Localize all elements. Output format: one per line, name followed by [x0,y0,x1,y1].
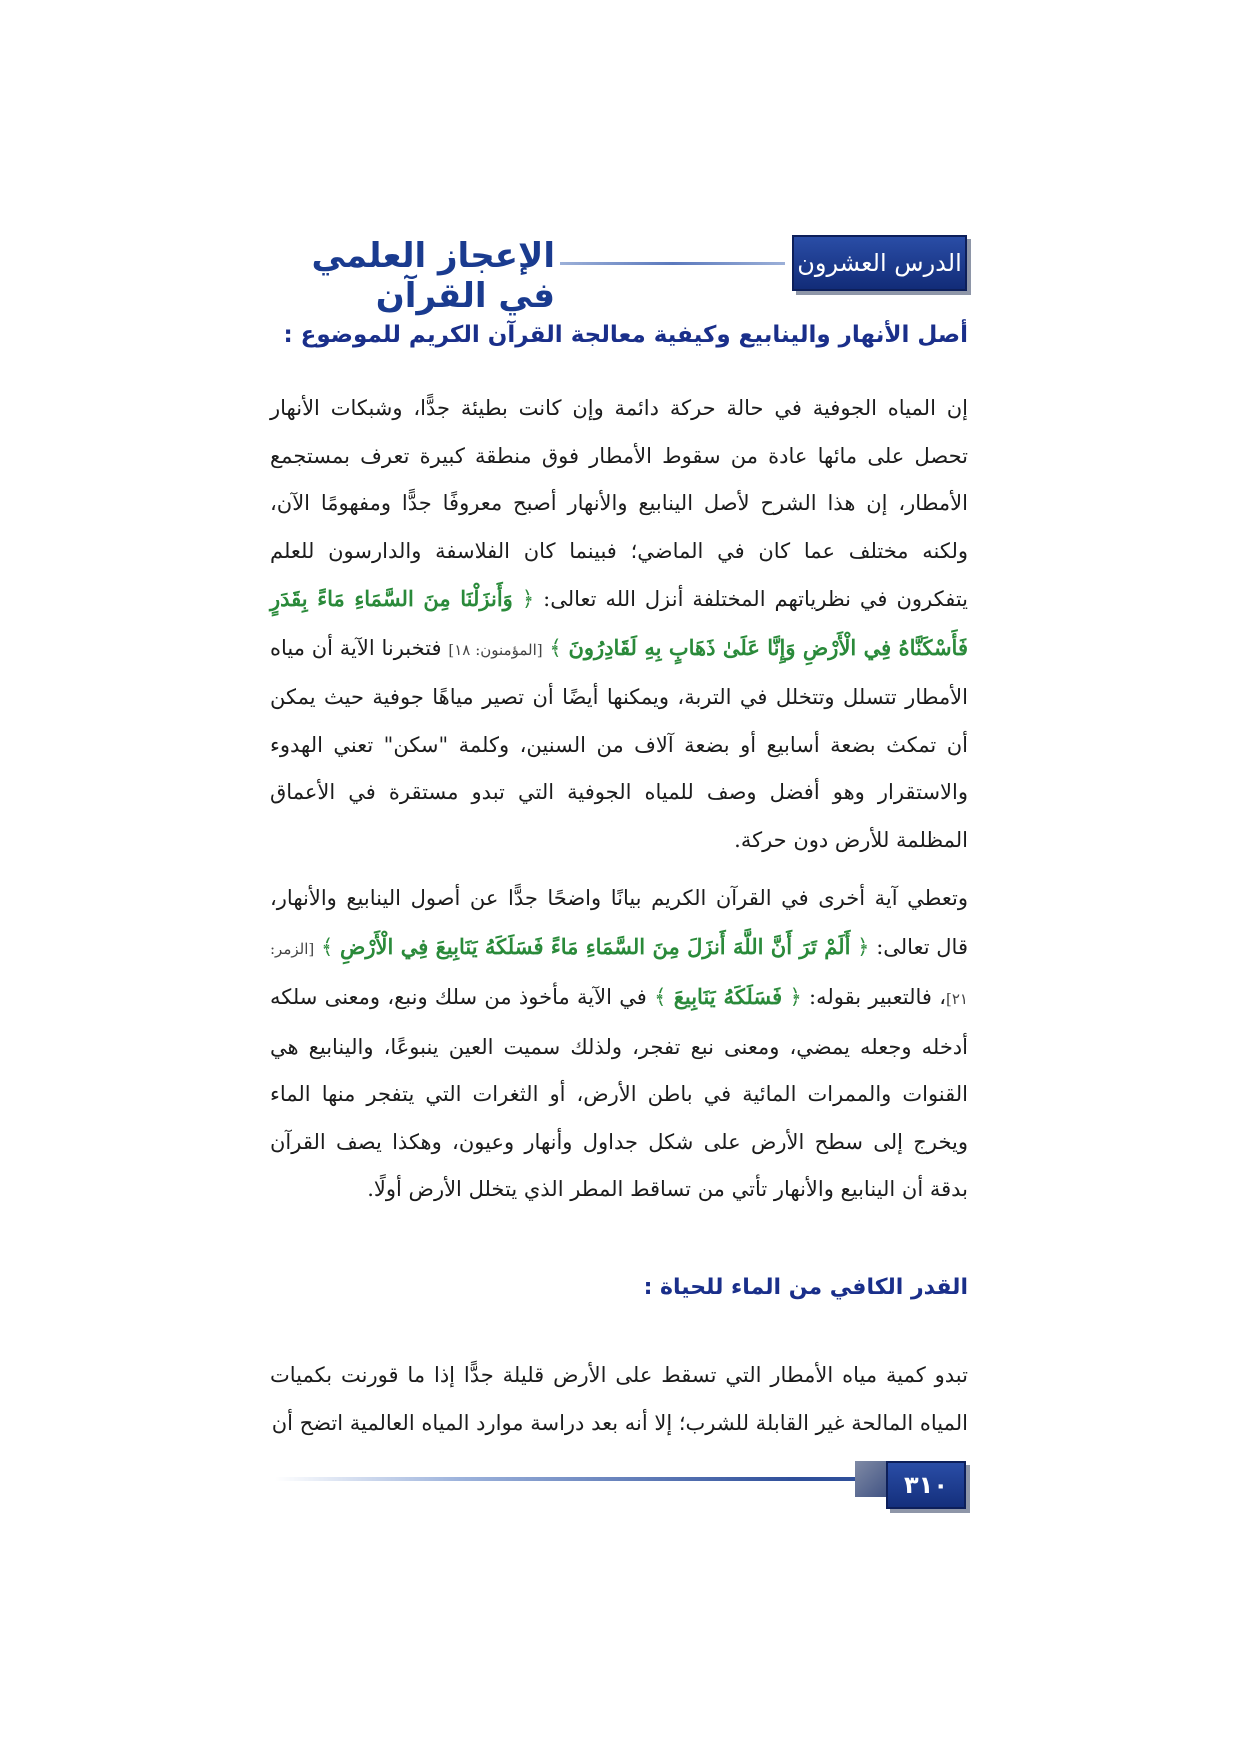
paragraph-springs [270,875,968,1214]
page-number: ٣١٠ [886,1461,966,1509]
quran-verse: أَلَمْ تَرَ أَنَّ اللَّهَ أَنزَلَ مِنَ السَّمَاءِ مَاءً فَسَلَكَهُ يَنَابِيعَ فِي الْأَرْضِ [340,933,851,959]
verse-reference: [الزمر: ٢١] [270,939,968,1008]
quran-bracket-close: ﴾ [549,635,562,660]
paragraph-text: إن المياه الجوفية في حالة حركة دائمة وإن كانت بطيئة جدًّا، وشبكات الأنهار تحصل على مائها عادة من سقوط الأمطار فوق منطقة كبيرة تعرف بمستجمع الأمطار، إن هذا الشرح لأصل الينابيع والأنهار أصبح معروفًا جدًّا ومفهومًا الآن، ولكنه مختلف عما كان في الماضي؛ فبينما كان الفلاسفة والدارسون للعلم يتفكرون في نظرياتهم المختلفة أنزل الله تعالى: [270,396,968,611]
section-heading-rivers-springs: أصل الأنهار والينابيع وكيفية معالجة القرآن الكريم للموضوع : [283,322,968,348]
paragraph-text: ، فالتعبير بقوله: [809,985,947,1009]
paragraph-text: فتخبرنا الآية أن مياه الأمطار تتسلل وتتخلل في التربة، ويمكنها أيضًا أن تصير مياهًا جوفية حيث يمكن أن تمكث بضعة أسابيع أو بضعة آلاف من السنين، وكلمة "سكن" تعني الهدوء والاستقرار وهو أفضل وصف للمياه الجوفية التي تبدو مستقرة في الأعماق المظلمة للأرض دون حركة. [270,635,968,852]
quran-bracket-close: ﴾ [320,934,334,959]
paragraph-text: وتعطي آية أخرى في القرآن الكريم بيانًا واضحًا جدًّا عن أصول الينابيع والأنهار، قال تعالى: [270,886,968,959]
footer-divider [275,1477,885,1481]
book-title: الإعجاز العلمي في القرآن [311,236,555,316]
section-heading-sufficient-water: القدر الكافي من الماء للحياة : [643,1275,968,1300]
paragraph-text: في الآية مأخوذ من سلك ونبع، ومعنى سلكه أدخله وجعله يمضي، ومعنى نبع تفجر، ولذلك سميت العين ينبوعًا، والينابيع هي القنوات والممرات المائية في باطن الأرض، أو الثغرات التي يتفجر منها الماء ويخرج إلى سطح الأرض على شكل جداول وأنهار وعيون، وهكذا يصف القرآن بدقة أن الينابيع والأنهار تأتي من تساقط المطر الذي يتخلل الأرض أولًا. [270,985,968,1201]
quran-bracket-open: ﴿ [857,934,870,959]
lesson-badge: الدرس العشرون [792,235,967,291]
header-divider [560,262,785,265]
quran-bracket-close: ﴾ [654,985,667,1009]
quran-bracket-open: ﴿ [521,587,535,611]
quran-verse: وَأَنزَلْنَا مِنَ السَّمَاءِ مَاءً بِقَدَرٍ فَأَسْكَنَّاهُ فِي الْأَرْضِ وَإِنَّا عَلَىٰ ذَهَابٍ بِهِ لَقَادِرُونَ [270,586,968,660]
quran-bracket-open: ﴿ [789,985,802,1009]
quran-verse-excerpt: فَسَلَكَهُ يَنَابِيعَ [673,984,783,1009]
verse-reference: [المؤمنون: ١٨] [448,640,543,659]
paragraph-rain-quantity: تبدو كمية مياه الأمطار التي تسقط على الأرض قليلة جدًّا إذا ما قورنت بكميات المياه المالحة غير القابلة للشرب؛ إلا أنه بعد دراسة موارد المياه العالمية اتضح أن [270,1363,968,1435]
paragraph-groundwater [270,385,968,864]
